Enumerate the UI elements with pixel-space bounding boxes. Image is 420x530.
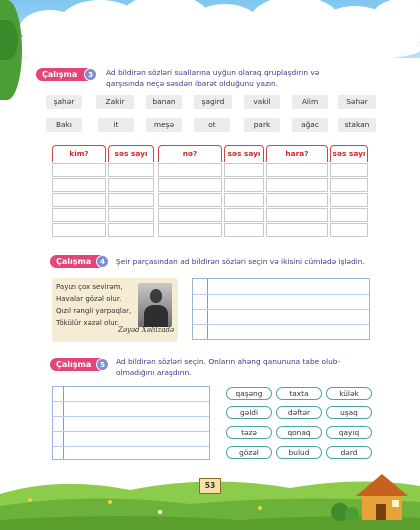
table-answer-cell[interactable]	[158, 178, 222, 192]
word-chip: meşə	[146, 118, 182, 132]
table-answer-cell[interactable]	[158, 208, 222, 222]
word-chip: ağac	[292, 118, 328, 132]
table-header: səs sayı	[108, 145, 154, 162]
word-chip: ot	[194, 118, 230, 132]
poem-line: Qızıl rəngli yarpaqlar,	[56, 307, 132, 315]
house-illustration	[356, 474, 408, 520]
writing-area-exercise-5[interactable]	[52, 386, 210, 460]
table-answer-cell[interactable]	[158, 223, 222, 237]
word-chip: şahər	[46, 95, 82, 109]
word-pill: külək	[326, 387, 372, 400]
word-pill: uşaq	[326, 406, 372, 419]
word-chip: Zakir	[96, 95, 134, 109]
word-pill: dəftər	[276, 406, 322, 419]
exercise-5-number: 5	[96, 358, 109, 371]
table-header: səs sayı	[224, 145, 264, 162]
word-chip: park	[244, 118, 280, 132]
word-pill: taxta	[276, 387, 322, 400]
writing-area-exercise-4[interactable]	[192, 278, 370, 340]
table-answer-cell[interactable]	[266, 223, 328, 237]
exercise-3-instruction-line-2: qarşısında neçə səsdən ibarət olduğunu yazın.	[106, 79, 279, 88]
page-number: 53	[199, 478, 221, 494]
table-answer-cell[interactable]	[52, 163, 106, 177]
table-answer-cell[interactable]	[52, 208, 106, 222]
table-answer-cell[interactable]	[52, 193, 106, 207]
poem-line: Tökülür xəzəl olur.	[56, 319, 120, 327]
exercise-3-badge: Çalışma	[36, 68, 93, 81]
word-pill: gözəl	[226, 446, 272, 459]
table-header: nə?	[158, 145, 222, 162]
table-answer-cell[interactable]	[224, 223, 264, 237]
table-answer-cell[interactable]	[266, 178, 328, 192]
table-answer-cell[interactable]	[108, 163, 154, 177]
table-answer-cell[interactable]	[108, 223, 154, 237]
table-answer-cell[interactable]	[266, 163, 328, 177]
word-pill: qonaq	[276, 426, 322, 439]
table-answer-cell[interactable]	[52, 223, 106, 237]
table-answer-cell[interactable]	[330, 178, 368, 192]
sky-banner	[0, 0, 420, 58]
table-header: hara?	[266, 145, 328, 162]
table-answer-cell[interactable]	[224, 193, 264, 207]
exercise-4-instruction: Şeir parçasından ad bildirən sözləri seçin və ikisini cümlədə işlədin.	[116, 257, 365, 266]
table-answer-cell[interactable]	[52, 178, 106, 192]
word-chip: stakan	[338, 118, 376, 132]
table-answer-cell[interactable]	[266, 208, 328, 222]
table-answer-cell[interactable]	[330, 208, 368, 222]
word-chip: Səhər	[338, 95, 376, 109]
table-answer-cell[interactable]	[158, 163, 222, 177]
table-answer-cell[interactable]	[330, 223, 368, 237]
exercise-3-number: 3	[84, 68, 97, 81]
table-answer-cell[interactable]	[224, 163, 264, 177]
word-chip: vakil	[244, 95, 280, 109]
table-answer-cell[interactable]	[158, 193, 222, 207]
word-pill: gəldi	[226, 406, 272, 419]
word-chip: şagird	[194, 95, 232, 109]
word-pill: dərd	[326, 446, 372, 459]
exercise-5-instruction-line-2: olmadığını araşdırın.	[116, 368, 192, 377]
word-pill: qayıq	[326, 426, 372, 439]
table-answer-cell[interactable]	[224, 178, 264, 192]
word-pill: bulud	[276, 446, 322, 459]
exercise-5-instruction-line-1: Ad bildirən sözləri seçin. Onların ahəng qanununa tabe olub-	[116, 357, 341, 366]
table-answer-cell[interactable]	[108, 193, 154, 207]
word-chip: it	[98, 118, 134, 132]
word-chip: banan	[146, 95, 182, 109]
poem-line: Havalar gözəl olur.	[56, 295, 122, 303]
poet-portrait	[138, 283, 172, 327]
exercise-4-badge: Çalışma	[50, 255, 107, 268]
table-answer-cell[interactable]	[108, 178, 154, 192]
word-pill: qaşəng	[226, 387, 272, 400]
table-header: kim?	[52, 145, 106, 162]
table-answer-cell[interactable]	[266, 193, 328, 207]
poem-line: Payızı çox sevirəm,	[56, 283, 123, 291]
table-answer-cell[interactable]	[330, 163, 368, 177]
table-header: səs sayı	[330, 145, 368, 162]
exercise-4-number: 4	[96, 255, 109, 268]
word-chip: Alim	[292, 95, 328, 109]
exercise-3-instruction-line-1: Ad bildirən sözləri suallarına uyğun olaraq qruplaşdırın və	[106, 68, 320, 77]
word-chip: Bakı	[46, 118, 82, 132]
table-answer-cell[interactable]	[108, 208, 154, 222]
exercise-5-badge: Çalışma	[50, 358, 107, 371]
table-answer-cell[interactable]	[224, 208, 264, 222]
poet-signature: Zəyəd Xəlilzadə	[118, 326, 175, 334]
word-pill: təzə	[226, 426, 272, 439]
table-answer-cell[interactable]	[330, 193, 368, 207]
